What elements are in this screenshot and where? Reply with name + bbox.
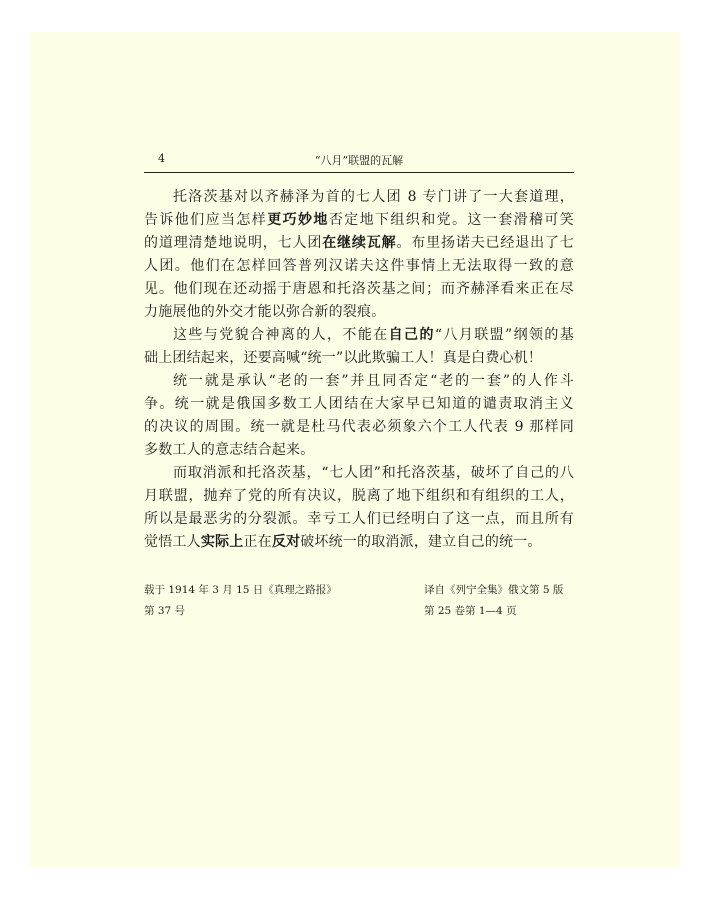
source-note bbox=[144, 580, 364, 622]
page-number: 4 bbox=[158, 152, 165, 165]
text-line bbox=[144, 508, 574, 531]
text-run: 所以是最恶劣的分裂派。幸亏工人们已经明白了这一点，而且所有 bbox=[144, 511, 574, 527]
text-line bbox=[144, 232, 574, 255]
emphasized-text: 更巧妙地 bbox=[267, 212, 329, 228]
text-line bbox=[144, 278, 574, 301]
text-line bbox=[144, 324, 574, 347]
translation-note bbox=[424, 580, 584, 622]
text-run: 正在 bbox=[243, 534, 272, 550]
text-run: 见。他们现在还动摇于唐恩和托洛茨基之间；而齐赫泽看来正在尽 bbox=[144, 281, 574, 297]
text-run: 托洛茨基对以齐赫泽为首的七人团 8 专门讲了一大套道理， bbox=[173, 189, 574, 205]
article-body bbox=[144, 186, 574, 554]
text-run: 否定地下组织和党。这一套滑稽可笑 bbox=[328, 212, 574, 228]
source-line: 第 37 号 bbox=[144, 605, 186, 617]
text-run: 争。统一就是俄国多数工人团结在大家早已知道的谴责取消主义 bbox=[144, 396, 574, 412]
paragraph bbox=[144, 462, 574, 554]
text-line bbox=[144, 301, 574, 324]
text-line bbox=[144, 347, 574, 370]
paragraph bbox=[144, 186, 574, 324]
text-line bbox=[144, 393, 574, 416]
text-run: 这些与党貌合神离的人，不能在 bbox=[173, 327, 389, 343]
text-line bbox=[144, 255, 574, 278]
text-line bbox=[144, 462, 574, 485]
text-run: 统一就是承认“老的一套”并且同否定“老的一套”的人作斗 bbox=[173, 373, 574, 389]
source-line: 载于 1914 年 3 月 15 日《真理之路报》 bbox=[144, 584, 337, 596]
text-line bbox=[144, 370, 574, 393]
text-run: 破坏统一的取消派，建立自己的统一。 bbox=[300, 534, 542, 550]
text-line bbox=[144, 209, 574, 232]
running-title: “八月”联盟的瓦解 bbox=[314, 154, 404, 167]
text-run: “八月联盟”纲领的基 bbox=[434, 327, 574, 343]
paragraph bbox=[144, 324, 574, 370]
text-run: 月联盟，抛弃了党的所有决议，脱离了地下组织和有组织的工人， bbox=[144, 488, 574, 504]
text-run: 的决议的周围。统一就是杜马代表必须象六个工人代表 9 那样同 bbox=[144, 419, 574, 435]
text-run: 。布里扬诺夫已经退出了七 bbox=[396, 235, 574, 251]
emphasized-text: 实际上 bbox=[200, 534, 244, 550]
text-run: 告诉他们应当怎样 bbox=[144, 212, 268, 228]
text-line bbox=[144, 531, 574, 554]
text-run: 人团。他们在怎样回答普列汉诺夫这件事情上无法取得一致的意 bbox=[144, 258, 574, 274]
translation-line: 译自《列宁全集》俄文第 5 版 bbox=[424, 584, 564, 596]
text-run: 础上团结起来，还要高喊“统一”以此欺骗工人！真是白费心机！ bbox=[144, 350, 543, 366]
text-run: 的道理清楚地说明，七人团 bbox=[144, 235, 323, 251]
text-run: 而取消派和托洛茨基，“七人团”和托洛茨基，破坏了自己的八 bbox=[173, 465, 574, 481]
text-run: 多数工人的意志结合起来。 bbox=[144, 442, 315, 458]
text-line bbox=[144, 485, 574, 508]
emphasized-text: 在继续瓦解 bbox=[322, 235, 397, 251]
emphasized-text: 自己的 bbox=[388, 327, 435, 343]
running-header bbox=[144, 150, 574, 173]
text-line bbox=[144, 439, 574, 462]
emphasized-text: 反对 bbox=[271, 534, 301, 550]
text-line bbox=[144, 186, 574, 209]
text-run: 觉悟工人 bbox=[144, 534, 201, 550]
paragraph bbox=[144, 370, 574, 462]
text-run: 力施展他的外交才能以弥合新的裂痕。 bbox=[144, 304, 386, 320]
translation-line: 第 25 卷第 1—4 页 bbox=[424, 605, 517, 617]
text-line bbox=[144, 416, 574, 439]
